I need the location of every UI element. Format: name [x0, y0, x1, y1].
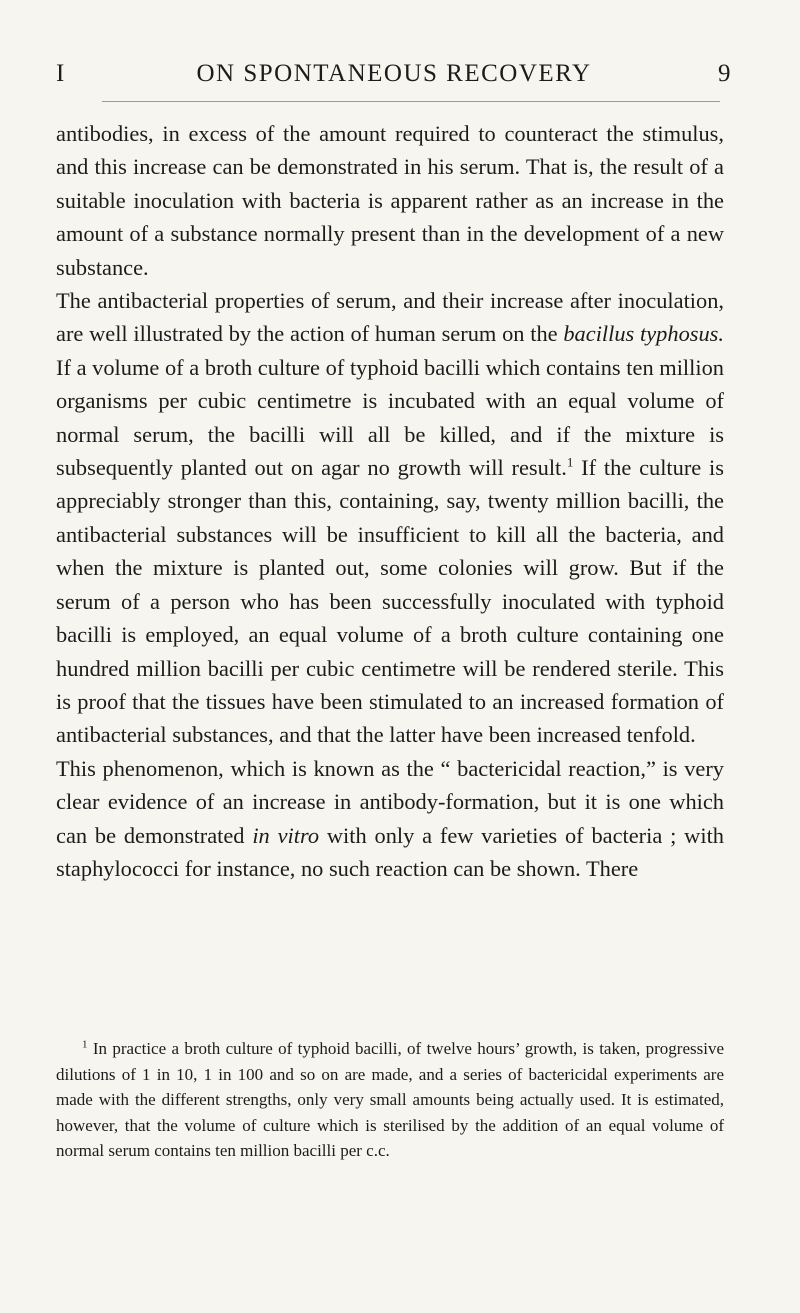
paragraph-2-italic: bacillus typhosus. — [563, 321, 724, 347]
running-head — [56, 60, 732, 100]
paragraph-1-text: antibodies, in excess of the amount required to counteract the stimulus, and this increase can be demonstrated in his serum. That is, the result of a suitable inoculation with bacteria is apparent rather as an increase in the amount of a substance normally present than in the development of a new substance. — [56, 121, 724, 280]
page-number: 9 — [718, 60, 732, 87]
footnote — [56, 1036, 724, 1164]
footnote-paragraph — [56, 1036, 724, 1164]
paragraph-2-text-c: If the culture is appreciably stronger than this, containing, say, twenty million bacilli, the antibacterial substances will be insufficient to kill all the bacteria, and when the mixture is planted out, some colonies will grow. But if the serum of a person who has been successfully inoculated with typhoid bacilli is employed, an equal volume of a broth culture containing one hundred million bacilli per cubic centimetre will be rendered sterile. This is proof that the tissues have been stimulated to an increased formation of antibacterial substances, and that the latter have been increased tenfold. — [56, 455, 724, 748]
paragraph-2-text-b: If a volume of a broth culture of typhoid bacilli which contains ten million organisms per cubic centimetre is incubated with an equal volume of normal serum, the bacilli will all be killed, and if the mixture is subsequently planted out on agar no growth will result. — [56, 354, 724, 481]
paragraph-2-text-a: The antibacterial properties of serum, and their increase after inoculation, are well illustrated by the action of human serum on the — [56, 288, 724, 347]
footnote-reference[interactable]: 1 — [566, 454, 574, 470]
paragraph-2 — [56, 284, 724, 752]
header-rule — [102, 101, 720, 102]
footnote-text: In practice a broth culture of typhoid bacilli, of twelve hours’ growth, is taken, progressive dilutions of 1 in 10, 1 in 100 and so on are made, and a series of bactericidal experiments are made with the different strengths, only very small amounts being actually used. It is estimated, however, that the volume of culture which is sterilised by the addition of an equal volume of normal serum contains ten million bacilli per c.c. — [56, 1039, 724, 1160]
footnote-marker: 1 — [82, 1038, 88, 1051]
chapter-numeral: I — [56, 60, 66, 87]
paragraph-3 — [56, 752, 724, 886]
paragraph-3-text-a: This phenomenon, which is known as the “ bactericidal reaction,” is very clear evidence of an increase in antibody-formation, but it is one which can be demonstrated — [56, 755, 724, 848]
paragraph-1 — [56, 117, 724, 284]
body-text — [56, 117, 724, 885]
running-title: ON SPONTANEOUS RECOVERY — [196, 60, 592, 87]
paragraph-3-italic: in vitro — [252, 822, 320, 848]
paragraph-3-text-b: with only a few varieties of bacteria ; with staphylococci for instance, no such reaction can be shown. There — [56, 822, 724, 881]
